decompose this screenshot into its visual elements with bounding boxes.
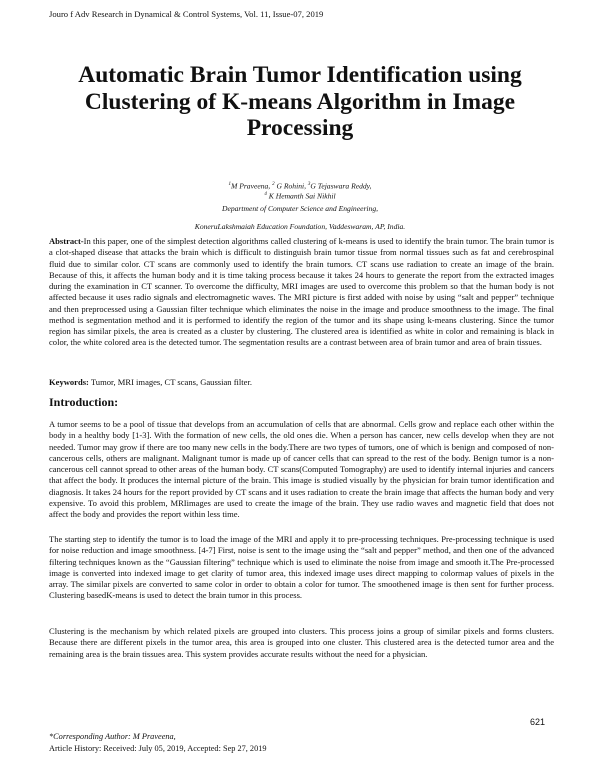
affiliation: KoneruLakshmaiah Education Foundation, Vaddeswaram, AP, India. (194, 222, 406, 231)
article-history: Article History: Received: July 05, 2019, Accepted: Sep 27, 2019 (49, 744, 267, 753)
author-name: M Praveena, (230, 181, 273, 191)
keywords-label: Keywords: (49, 377, 89, 387)
author-sup: 4 (264, 192, 267, 197)
intro-paragraph-2: The starting step to identify the tumor is to load the image of the MRI and apply it to pre-processing techniques. Pre-processing technique is used for noise reduction and image smoothness. [4-7] First, noise is sent to the image using the “salt and pepper” method, and then one of the advanced filtering techniques known as the “Gaussian filtering” technique which is used to eliminate the noise from image and smooth it.The Pre-processed image is converted into indexed image to get clarity of tumor area, this indexed image uses direct mapping to colormap values of pixels in the array. The similar pixels are converted to same color in order to obtain a color for tumor. The smoothened image is then sent for further process. Clustering basedK-means is used to detect the brain tumor in this process. (49, 534, 554, 601)
keywords (49, 377, 554, 388)
introduction-heading: Introduction: (49, 395, 119, 409)
paper-title: Automatic Brain Tumor Identification using Clustering of K-means Algorithm in Image Processing (78, 62, 522, 141)
author-name: K Hemanth Sai Nikhil (266, 191, 336, 201)
page-number: 621 (530, 717, 546, 727)
abstract-label: Abstract- (49, 236, 84, 246)
intro-paragraph-1: A tumor seems to be a pool of tissue that develops from an accumulation of cells that are abnormal. Cells grow and replace each other within the body in a healthy body [1-3]. With the formation of new cells, the old ones die. When a person has cancer, new cells develop when they are not needed. Tumor may grow if there are too many new cells in the body.There are two types of tumors, one of which is benign and composed of non-cancerous cells, others are malignant. Malignant tumor is made up of cancer cells that can spread to the rest of the body. Benign tumor is a non-cancerous cell cannot spread to other areas of the human body. CT scans(Computed Tomography) are used to identify internal injuries and cancers that affect the body. It produces the internal picture of the brain. This image is studied visually by the physician for brain tumor identification and diagnosis. It takes 24 hours for the report provided by CT scans and it uses radiation to create the brain image that affects the human body and very expensive. To avoid this problem, MRIimages are used to create the image of the brain. They use radio waves and magnetic field that does not affect the body and provides the report within less time. (49, 419, 554, 519)
intro-paragraph-3: Clustering is the mechanism by which related pixels are grouped into clusters. This process joins a group of similar pixels and forms clusters. Because there are different pixels in the tumor area, this area is grouped into one cluster. This clustered area is the detected tumor area and the remaining area is the brain tissues area. This system provides accurate results without the need for a physician. (49, 626, 554, 659)
author-sup: 2 (272, 182, 275, 187)
department: Department of Computer Science and Engineering, (221, 204, 379, 213)
author-name: G Tejaswara Reddy, (310, 181, 372, 191)
author-name: G Rohini, (274, 181, 308, 191)
journal-header: Jouro f Adv Research in Dynamical & Control Systems, Vol. 11, Issue-07, 2019 (49, 9, 324, 19)
author-sup: 3 (307, 182, 311, 187)
author-sup: 1 (228, 182, 231, 187)
abstract-text: In this paper, one of the simplest detection algorithms called clustering of k-means is used to identify the brain tumor. The brain tumor is a clot-shaped disease that attacks the brain which is difficult to distinguish brain tumor tissue from normal tissues such as fat and cerebrospinal fluid due to similar color. CT scans are commonly used to identify the brain tumors. CT scans use radiation to create an image of the brain. Because of this, it affects the human body and it is time taking process because it takes 24 hours to generate the report from the extracted images during the examination in CT scanner. To overcome the difficulty, MRI images are used to overcome this problem so that the human body is not affected because it uses radio signals and electromagnetic waves. The MRI picture is first added with noise by using “salt and pepper” technique and then preprocessed using a Gaussian filter technique which eliminates the noise in the image and produce smoothness to the image. The final method is segmentation method and it is performed to identify the region of the tumor and its shape using k-means clustering. Since the tumor region has similar pixels, the area is created as a cluster by clustering. The clustered area is identified as white in color and remaining is black in color, the white colored area is the detected tumor. The segmentation results are a contrast between area of brain tumor and area of brain tissues. (49, 236, 554, 348)
abstract (49, 236, 554, 349)
keywords-text: Tumor, MRI images, CT scans, Gaussian filter. (88, 377, 252, 387)
corresponding-author: *Corresponding Author: M Praveena, (49, 732, 176, 741)
author-line-2 (0, 190, 600, 202)
